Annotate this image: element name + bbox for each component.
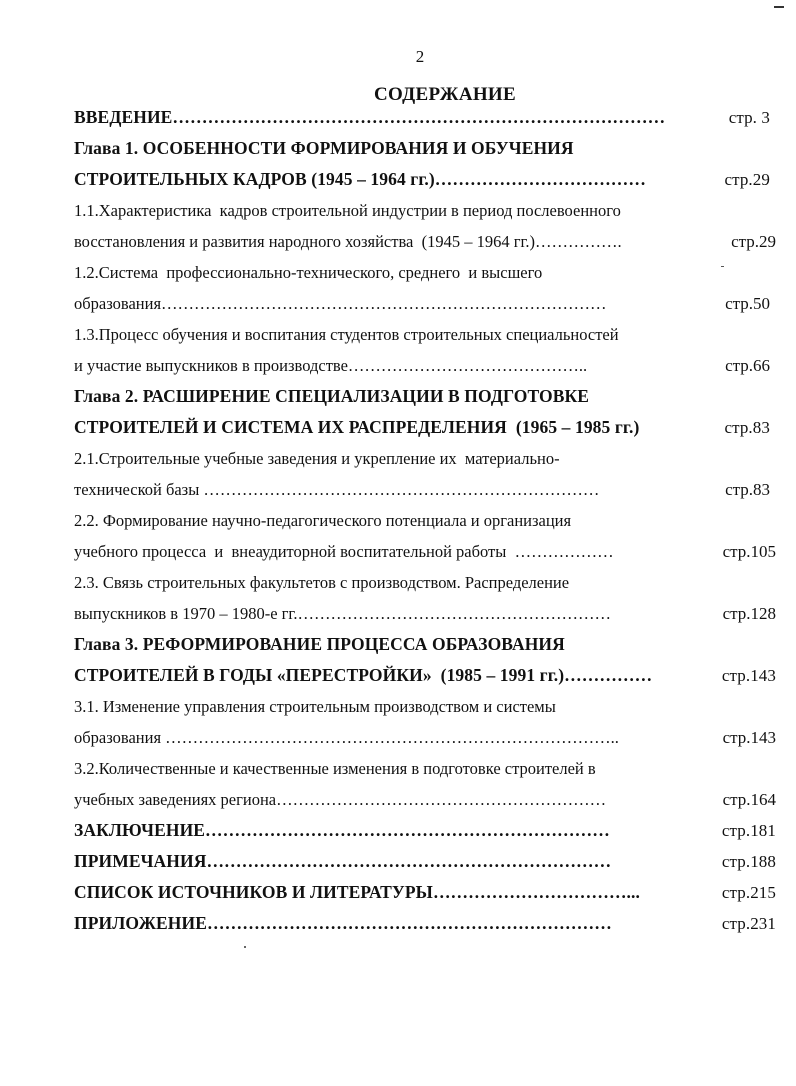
toc-entry-text: технической базы ……………………………………………………………… <box>74 480 600 499</box>
toc-entry-text: СТРОИТЕЛЕЙ В ГОДЫ «ПЕРЕСТРОЙКИ» (1985 – 1991 гг.)…………… <box>74 665 653 685</box>
scan-mark <box>244 946 246 948</box>
toc-entry-section-3-2-cont <box>74 784 776 815</box>
toc-entry-text: Глава 1. ОСОБЕННОСТИ ФОРМИРОВАНИЯ И ОБУЧЕНИЯ <box>74 138 574 158</box>
toc-entry-chapter-3-title <box>74 629 776 660</box>
toc-entry-text: 2.3. Связь строительных факультетов с производством. Распределение <box>74 573 570 592</box>
scan-mark <box>774 6 784 8</box>
toc-entry-text: образования ……………………………………………………………………….. <box>74 728 619 747</box>
toc-entry-chapter-1-title <box>74 133 776 164</box>
toc-entry-page: стр.105 <box>722 542 776 561</box>
toc-entry-section-2-2 <box>74 505 776 536</box>
toc-entry-notes <box>74 846 776 877</box>
toc-entry-page: стр.29 <box>724 170 770 189</box>
toc-entry-page: стр.83 <box>725 480 770 499</box>
toc-entry-text: Глава 2. РАСШИРЕНИЕ СПЕЦИАЛИЗАЦИИ В ПОДГОТОВКЕ <box>74 386 590 406</box>
toc-entry-page: стр.188 <box>721 852 776 871</box>
toc-entry-appendix <box>74 908 776 939</box>
toc-entry-section-2-2-cont <box>74 536 776 567</box>
toc-entry-page: стр.128 <box>722 604 776 623</box>
toc-entry-page: стр.215 <box>721 883 776 902</box>
toc-entry-text: 3.1. Изменение управления строительным производством и системы <box>74 697 556 716</box>
toc-entry-text: 1.3.Процесс обучения и воспитания студентов строительных специальностей <box>74 325 619 344</box>
toc-entry-conclusion <box>74 815 776 846</box>
toc-entry-section-2-3 <box>74 567 776 598</box>
toc-entry-text: учебного процесса и внеаудиторной воспитательной работы ……………… <box>74 542 614 561</box>
toc-entry-section-2-3-cont <box>74 598 776 629</box>
toc-entry-text: ПРИЛОЖЕНИЕ…………………………………………………………… <box>74 913 612 933</box>
toc-entry-text: 3.2.Количественные и качественные изменения в подготовке строителей в <box>74 759 596 778</box>
toc-entry-text: СТРОИТЕЛЬНЫХ КАДРОВ (1945 – 1964 гг.)……………………………… <box>74 169 646 189</box>
toc-entry-text: выпускников в 1970 – 1980-е гг.………………………………………………… <box>74 604 611 623</box>
toc-entry-text: ПРИМЕЧАНИЯ…………………………………………………………… <box>74 851 612 871</box>
toc-entry-text: СТРОИТЕЛЕЙ И СИСТЕМА ИХ РАСПРЕДЕЛЕНИЯ (1965 – 1985 гг.) <box>74 417 640 437</box>
toc-entry-text: восстановления и развития народного хозяйства (1945 – 1964 гг.)……………. <box>74 232 622 251</box>
toc-entry-text: ВВЕДЕНИЕ………………………………………………………………………… <box>74 107 666 127</box>
toc-entry-chapter-2-title <box>74 381 776 412</box>
toc-entry-text: Глава 3. РЕФОРМИРОВАНИЕ ПРОЦЕССА ОБРАЗОВАНИЯ <box>74 634 565 654</box>
toc-entry-section-2-1-cont <box>74 474 776 505</box>
toc-entry-page: стр. 3 <box>728 108 770 127</box>
toc-entry-text: 2.2. Формирование научно-педагогического потенциала и организация <box>74 511 572 530</box>
toc-entry-text: 2.1.Строительные учебные заведения и укрепление их материально- <box>74 449 560 468</box>
toc-entry-page: стр.29 <box>731 232 776 251</box>
toc-entry-section-3-1 <box>74 691 776 722</box>
toc-entry-page: стр.50 <box>725 294 770 313</box>
toc-entry-section-3-1-cont <box>74 722 776 753</box>
toc-entry-text: учебных заведениях региона…………………………………………………… <box>74 790 607 809</box>
toc-entry-chapter-3-title-cont <box>74 660 776 691</box>
toc-entry-section-1-2 <box>74 257 776 288</box>
toc-entry-section-1-3-cont <box>74 350 776 381</box>
toc-entry-section-3-2 <box>74 753 776 784</box>
toc-entry-chapter-1-title-cont <box>74 164 776 195</box>
toc-entry-text: ЗАКЛЮЧЕНИЕ…………………………………………………………… <box>74 820 610 840</box>
toc-entry-section-1-3 <box>74 319 776 350</box>
toc-entry-page: стр.143 <box>721 666 776 685</box>
page-number: 2 <box>415 47 425 66</box>
toc-entry-section-1-1 <box>74 195 776 226</box>
toc-entry-page: стр.143 <box>722 728 776 747</box>
toc-entry-introduction <box>74 102 776 133</box>
toc-entry-page: стр.83 <box>724 418 770 437</box>
toc-entry-text: 1.1.Характеристика кадров строительной индустрии в период послевоенного <box>74 201 621 220</box>
toc-entry-text: СПИСОК ИСТОЧНИКОВ И ЛИТЕРАТУРЫ……………………………... <box>74 882 640 902</box>
table-of-contents <box>74 102 776 939</box>
toc-entry-chapter-2-title-cont <box>74 412 776 443</box>
toc-entry-page: стр.181 <box>721 821 776 840</box>
toc-entry-section-1-2-cont <box>74 288 776 319</box>
toc-entry-text: образования……………………………………………………………………… <box>74 294 607 313</box>
toc-entry-section-1-1-cont <box>74 226 776 257</box>
toc-entry-page: стр.231 <box>721 914 776 933</box>
toc-entry-page: стр.164 <box>722 790 776 809</box>
toc-entry-text: и участие выпускников в производстве…………………………………….. <box>74 356 588 375</box>
toc-entry-page: стр.66 <box>725 356 770 375</box>
toc-entry-section-2-1 <box>74 443 776 474</box>
toc-entry-text: 1.2.Система профессионально-технического, среднего и высшего <box>74 263 543 282</box>
toc-entry-sources <box>74 877 776 908</box>
page-title: СОДЕРЖАНИЕ <box>374 84 516 105</box>
